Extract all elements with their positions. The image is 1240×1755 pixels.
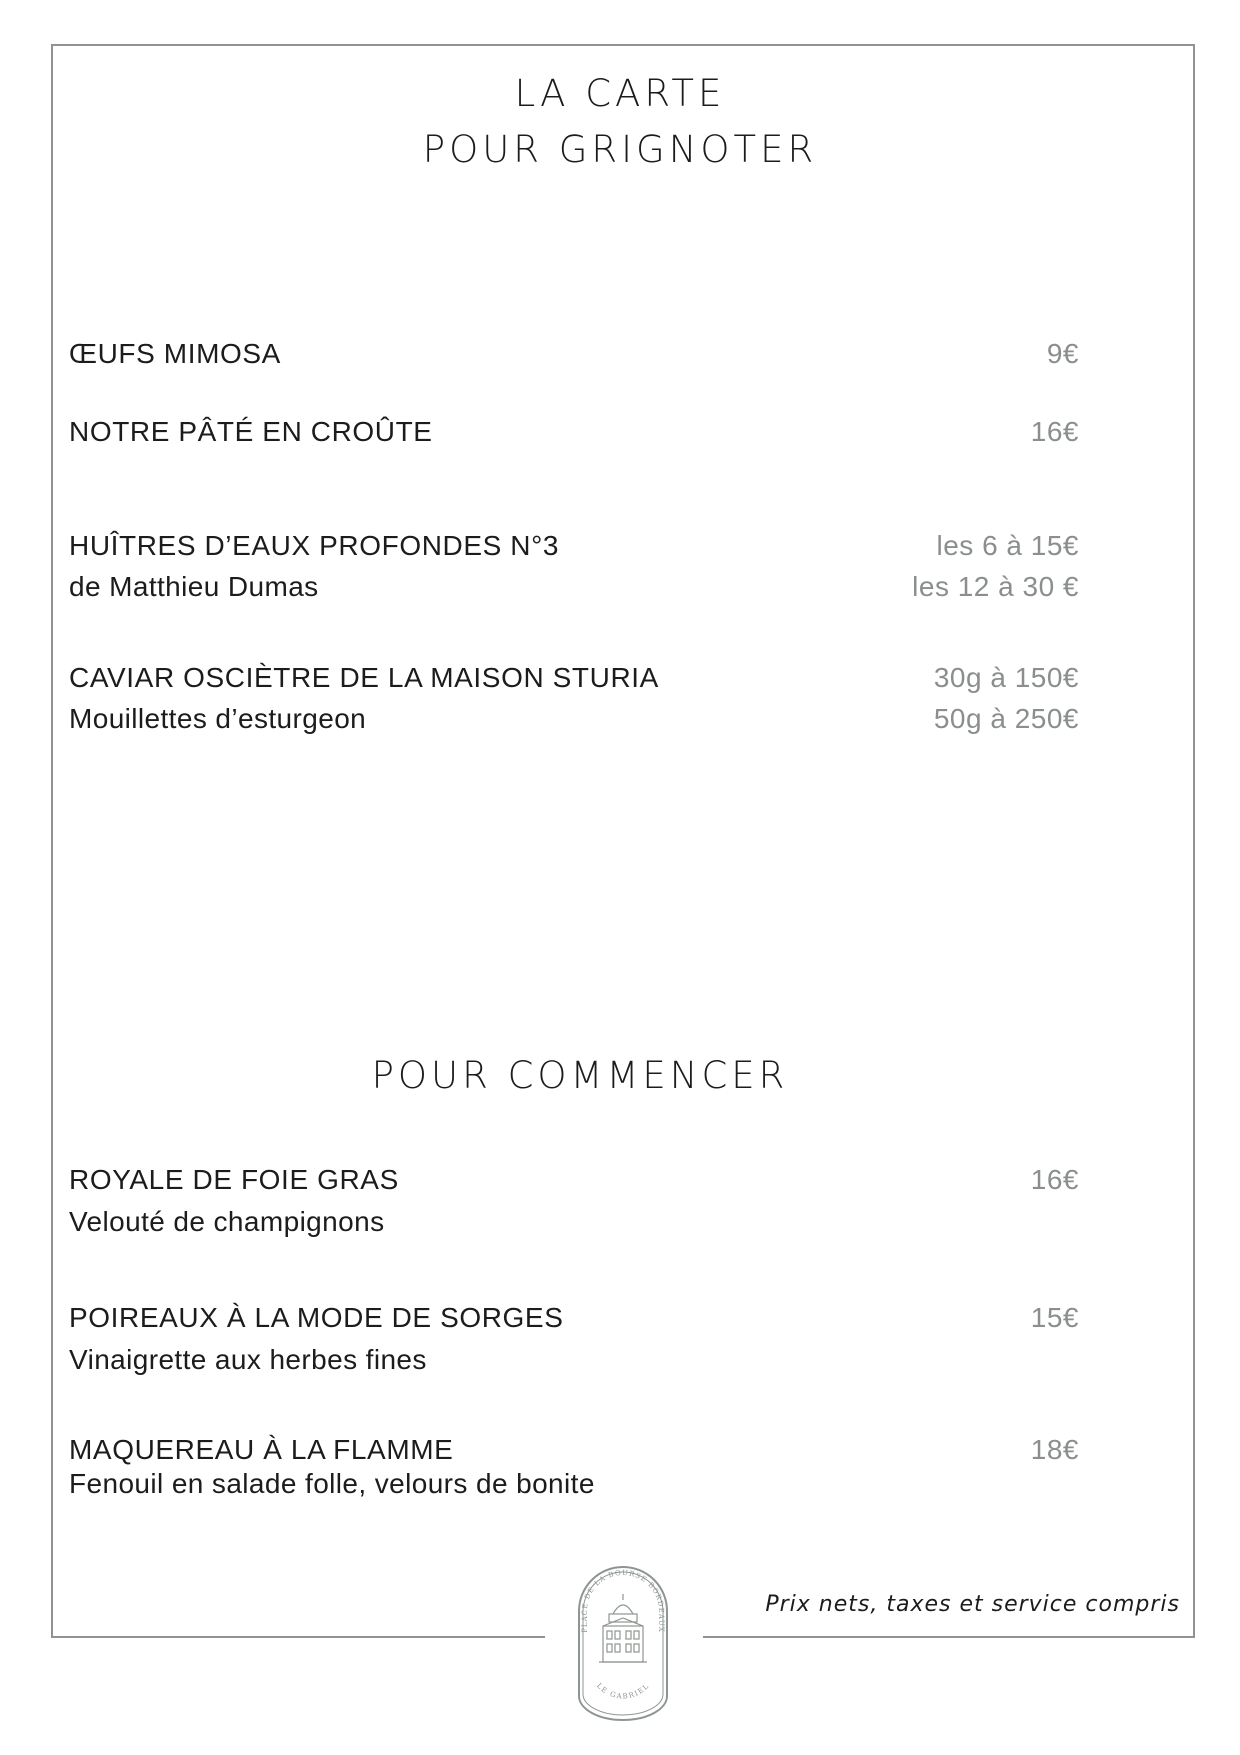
item-description: Fenouil en salade folle, velours de bonite (69, 1468, 595, 1499)
item-name: NOTRE PÂTÉ EN CROÛTE (69, 416, 433, 447)
item-price: 16€ (1030, 416, 1079, 447)
building-emblem-icon (573, 1556, 673, 1721)
menu-item (69, 1164, 1079, 1238)
item-price: les 6 à 15€ (936, 530, 1079, 561)
section-title-commencer: POUR COMMENCER (371, 1054, 789, 1097)
item-price-secondary: 50g à 250€ (933, 703, 1079, 734)
menu-title-line1: LA CARTE (514, 72, 726, 115)
menu-title-line2: POUR GRIGNOTER (422, 128, 818, 171)
menu-item (69, 338, 1079, 370)
price-note: Prix nets, taxes et service compris (765, 1592, 1180, 1617)
item-name: ŒUFS MIMOSA (69, 338, 281, 369)
item-price-secondary: les 12 à 30 € (912, 571, 1079, 602)
item-name: ROYALE DE FOIE GRAS (69, 1164, 399, 1195)
menu-item (69, 662, 1079, 735)
menu-item (69, 416, 1079, 448)
item-name: MAQUEREAU À LA FLAMME (69, 1434, 454, 1465)
item-name: POIREAUX À LA MODE DE SORGES (69, 1302, 564, 1333)
svg-text:LE GABRIEL (595, 1682, 651, 1701)
item-name: HUÎTRES D’EAUX PROFONDES N°3 (69, 530, 560, 561)
item-price: 16€ (1030, 1164, 1079, 1195)
item-description: Vinaigrette aux herbes fines (69, 1344, 427, 1375)
item-description: Velouté de champignons (69, 1206, 385, 1237)
item-price: 9€ (1046, 338, 1079, 369)
item-name: CAVIAR OSCIÈTRE DE LA MAISON STURIA (69, 662, 659, 693)
item-price: 15€ (1030, 1302, 1079, 1333)
menu-item (69, 1302, 1079, 1376)
menu-frame (51, 44, 1195, 1638)
item-price: 30g à 150€ (933, 662, 1079, 693)
item-price: 18€ (1030, 1434, 1079, 1465)
menu-item (69, 530, 1079, 603)
emblem-top-text: PLACE DE LA BOURSE BORDEAUX (580, 1568, 666, 1633)
emblem-bottom-text: LE GABRIEL (594, 1681, 652, 1701)
item-description: Mouillettes d’esturgeon (69, 703, 367, 734)
item-description: de Matthieu Dumas (69, 571, 319, 602)
menu-item (69, 1434, 1079, 1500)
